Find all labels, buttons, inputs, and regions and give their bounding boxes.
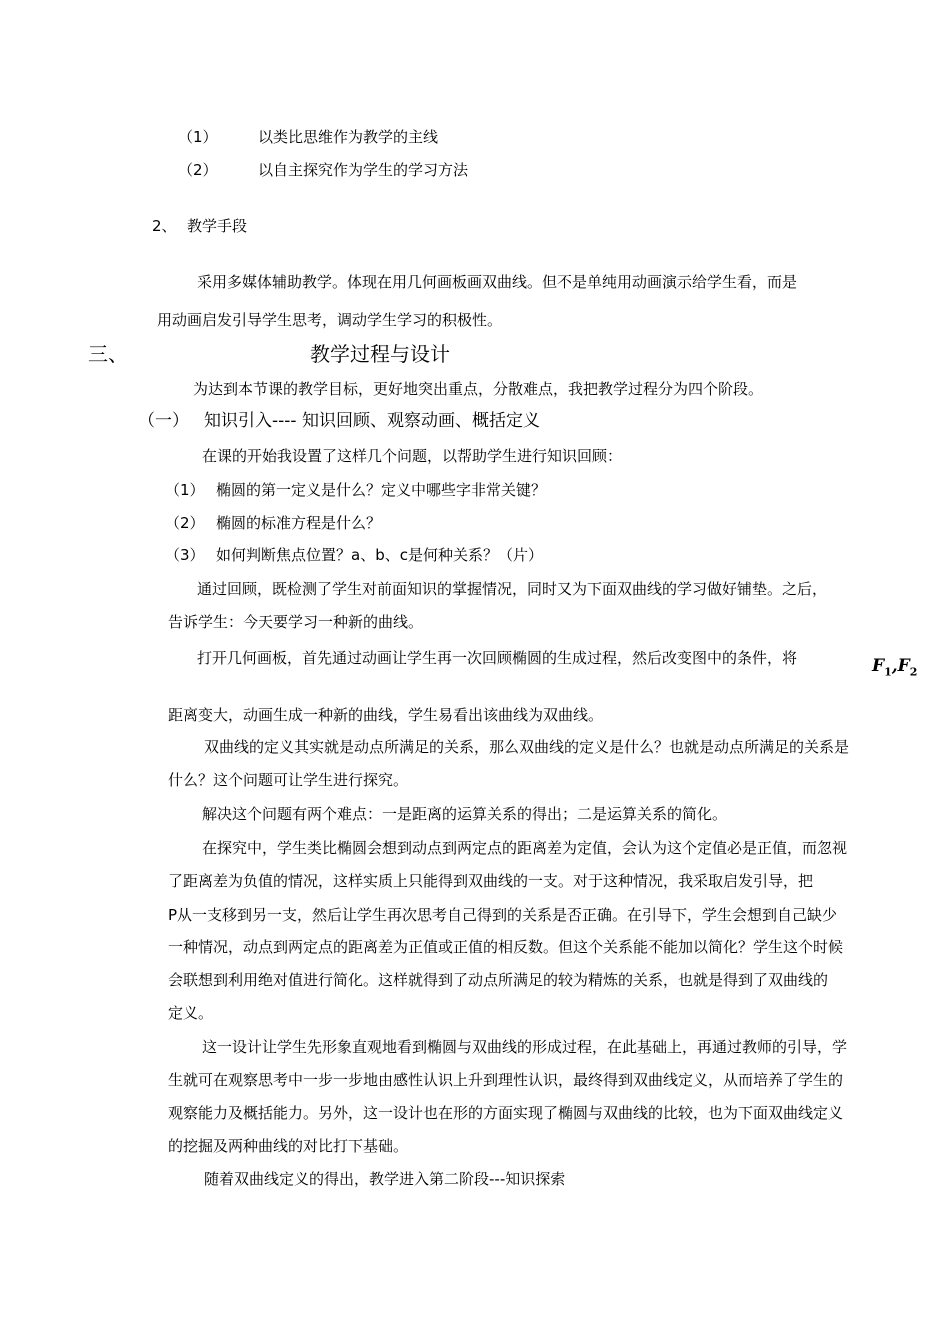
question-number: （3） <box>165 546 205 564</box>
formula-f1-f2: $F_1,F_2$ <box>872 656 918 679</box>
list-item-text: 以类比思维作为教学的主线 <box>258 128 439 146</box>
question-number: （2） <box>165 514 205 532</box>
question-text: 如何判断焦点位置？a、b、c是何种关系？（片） <box>216 546 543 564</box>
question-text: 椭圆的第一定义是什么？定义中哪些字非常关键？ <box>216 481 547 499</box>
list-item <box>178 128 218 146</box>
list-item <box>178 161 218 179</box>
question-text: 椭圆的标准方程是什么？ <box>216 514 382 532</box>
paragraph-line: 告诉学生：今天要学习一种新的曲线。 <box>168 613 424 631</box>
paragraph-line: 这一设计让学生先形象直观地看到椭圆与双曲线的形成过程，在此基础上，再通过教师的引导，学 <box>202 1038 848 1056</box>
section-title: 教学手段 <box>187 217 248 235</box>
list-number: （1） <box>178 128 218 146</box>
stage-title: 知识引入---- 知识回顾、观察动画、概括定义 <box>204 411 540 431</box>
paragraph-line: 距离变大，动画生成一种新的曲线，学生易看出该曲线为双曲线。 <box>168 706 604 724</box>
paragraph-line: 观察能力及概括能力。另外，这一设计也在形的方面实现了椭圆与双曲线的比较，也为下面双曲线定义 <box>168 1104 844 1122</box>
section-number: 2、 <box>152 217 177 235</box>
chapter-title: 教学过程与设计 <box>310 342 450 366</box>
paragraph-line: 采用多媒体辅助教学。体现在用几何画板画双曲线。但不是单纯用动画演示给学生看，而是 <box>197 273 798 291</box>
list-number: （2） <box>178 161 218 179</box>
paragraph-line: 在课的开始我设置了这样几个问题，以帮助学生进行知识回顾： <box>202 447 623 465</box>
paragraph-line: 为达到本节课的教学目标，更好地突出重点，分散难点，我把教学过程分为四个阶段。 <box>193 380 764 398</box>
paragraph-line: 了距离差为负值的情况，这样实质上只能得到双曲线的一支。对于这种情况，我采取启发引导，把 <box>168 872 814 890</box>
paragraph-line: 会联想到利用绝对值进行简化。这样就得到了动点所满足的较为精炼的关系，也就是得到了双曲线的 <box>168 971 829 989</box>
paragraph-line: 解决这个问题有两个难点：一是距离的运算关系的得出；二是运算关系的简化。 <box>202 805 728 823</box>
paragraph-line: 的挖掘及两种曲线的对比打下基础。 <box>168 1137 409 1155</box>
paragraph-line: 通过回顾，既检测了学生对前面知识的掌握情况，同时又为下面双曲线的学习做好铺垫。之后， <box>197 580 828 598</box>
paragraph-line: 什么？这个问题可让学生进行探究。 <box>168 771 409 789</box>
paragraph-line: 随着双曲线定义的得出，教学进入第二阶段---知识探索 <box>204 1170 566 1188</box>
paragraph-line: 一种情况，动点到两定点的距离差为正值或正值的相反数。但这个关系能不能加以简化？学生这个时候 <box>168 938 844 956</box>
paragraph-line: 定义。 <box>168 1004 214 1022</box>
list-item-text: 以自主探究作为学生的学习方法 <box>258 161 469 179</box>
paragraph-line: P从一支移到另一支，然后让学生再次思考自己得到的关系是否正确。在引导下，学生会想到自己缺少 <box>168 906 838 924</box>
question-number: （1） <box>165 481 205 499</box>
paragraph-line: 双曲线的定义其实就是动点所满足的关系，那么双曲线的定义是什么？也就是动点所满足的关系是 <box>204 738 850 756</box>
paragraph-line: 在探究中，学生类比椭圆会想到动点到两定点的距离差为定值，会认为这个定值必是正值，而忽视 <box>202 839 848 857</box>
paragraph-line: 生就可在观察思考中一步一步地由感性认识上升到理性认识，最终得到双曲线定义，从而培养了学生的 <box>168 1071 844 1089</box>
paragraph-line: 用动画启发引导学生思考，调动学生学习的积极性。 <box>157 311 503 329</box>
paragraph-line: 打开几何画板，首先通过动画让学生再一次回顾椭圆的生成过程，然后改变图中的条件，将 <box>197 649 798 667</box>
stage-number: （一） <box>138 411 189 431</box>
chapter-number: 三、 <box>88 342 128 366</box>
